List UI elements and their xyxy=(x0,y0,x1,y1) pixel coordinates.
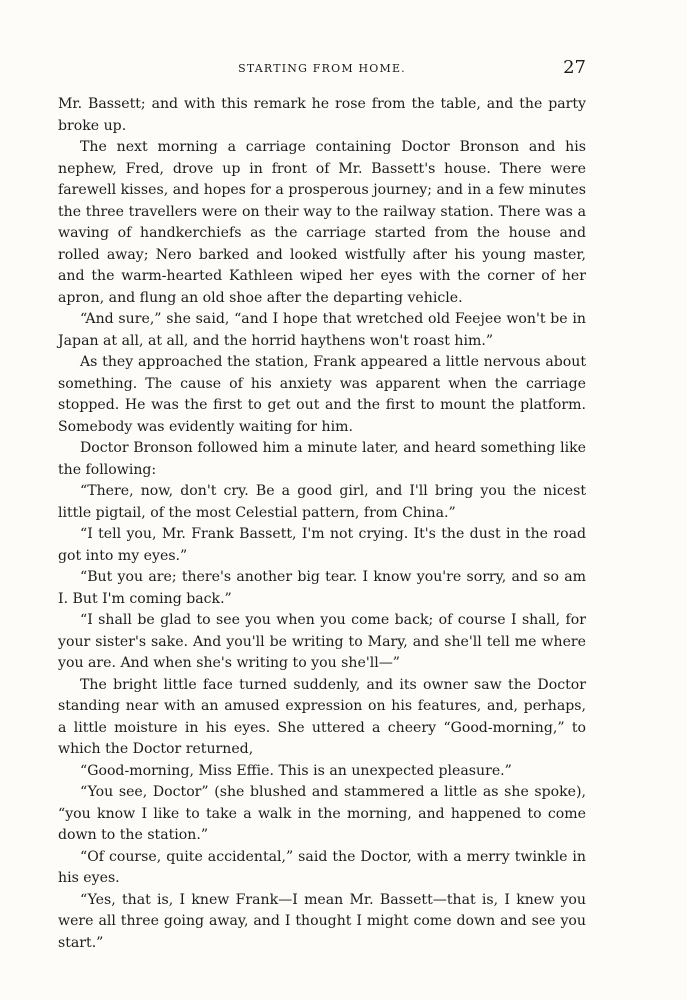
body-text xyxy=(58,94,586,954)
paragraph: The next morning a carriage containing Doctor Bronson and his nephew, Fred, drove up in front of Mr. Bassett's house. There were farewell kisses, and hopes for a prosperous journey; and in a few minutes the three travellers were on their way to the railway station. There was a waving of handkerchiefs as the carriage started from the house and rolled away; Nero barked and looked wistfully after his young master, and the warm-hearted Kathleen wiped her eyes with the corner of her apron, and flung an old shoe after the departing vehicle. xyxy=(58,139,586,306)
paragraph: “You see, Doctor” (she blushed and stammered a little as she spoke), “you know I like to take a walk in the morning, and happened to come down to the station.” xyxy=(58,784,586,843)
book-page xyxy=(58,57,586,954)
chapter-title: STARTING FROM HOME. xyxy=(238,62,406,75)
paragraph: “There, now, don't cry. Be a good girl, and I'll bring you the nicest little pigtail, of the most Celestial pattern, from China.” xyxy=(58,483,586,521)
paragraph: “Of course, quite accidental,” said the Doctor, with a merry twinkle in his eyes. xyxy=(58,848,586,886)
paragraph: “Good-morning, Miss Effie. This is an unexpected pleasure.” xyxy=(80,762,512,779)
running-head xyxy=(58,57,586,84)
paragraph: “And sure,” she said, “and I hope that wretched old Feejee won't be in Japan at all, at all, and the horrid haythens won't roast him.” xyxy=(58,311,586,349)
page-number: 27 xyxy=(563,57,586,78)
paragraph: As they approached the station, Frank appeared a little nervous about something. The cause of his anxiety was apparent when the carriage stopped. He was the first to get out and the first to mount the platform. Somebody was evidently waiting for him. xyxy=(58,354,586,435)
paragraph: “Yes, that is, I knew Frank—I mean Mr. Bassett—that is, I knew you were all three going away, and I thought I might come down and see you start.” xyxy=(58,891,586,951)
paragraph: “I shall be glad to see you when you come back; of course I shall, for your sister's sake. And you'll be writing to Mary, and she'll tell me where you are. And when she's writing to you she'll—” xyxy=(58,612,586,671)
paragraph: The bright little face turned suddenly, and its owner saw the Doctor standing near with an amused expression on his features, and, perhaps, a little moisture in his eyes. She uttered a cheery “Good-morning,” to which the Doctor returned, xyxy=(58,676,586,757)
paragraph: “But you are; there's another big tear. I know you're sorry, and so am I. But I'm coming back.” xyxy=(58,569,586,607)
paragraph: Doctor Bronson followed him a minute later, and heard something like the following: xyxy=(58,440,586,478)
paragraph: “I tell you, Mr. Frank Bassett, I'm not crying. It's the dust in the road got into my eyes.” xyxy=(58,526,586,564)
paragraph: Mr. Bassett; and with this remark he rose from the table, and the party broke up. xyxy=(58,96,586,134)
